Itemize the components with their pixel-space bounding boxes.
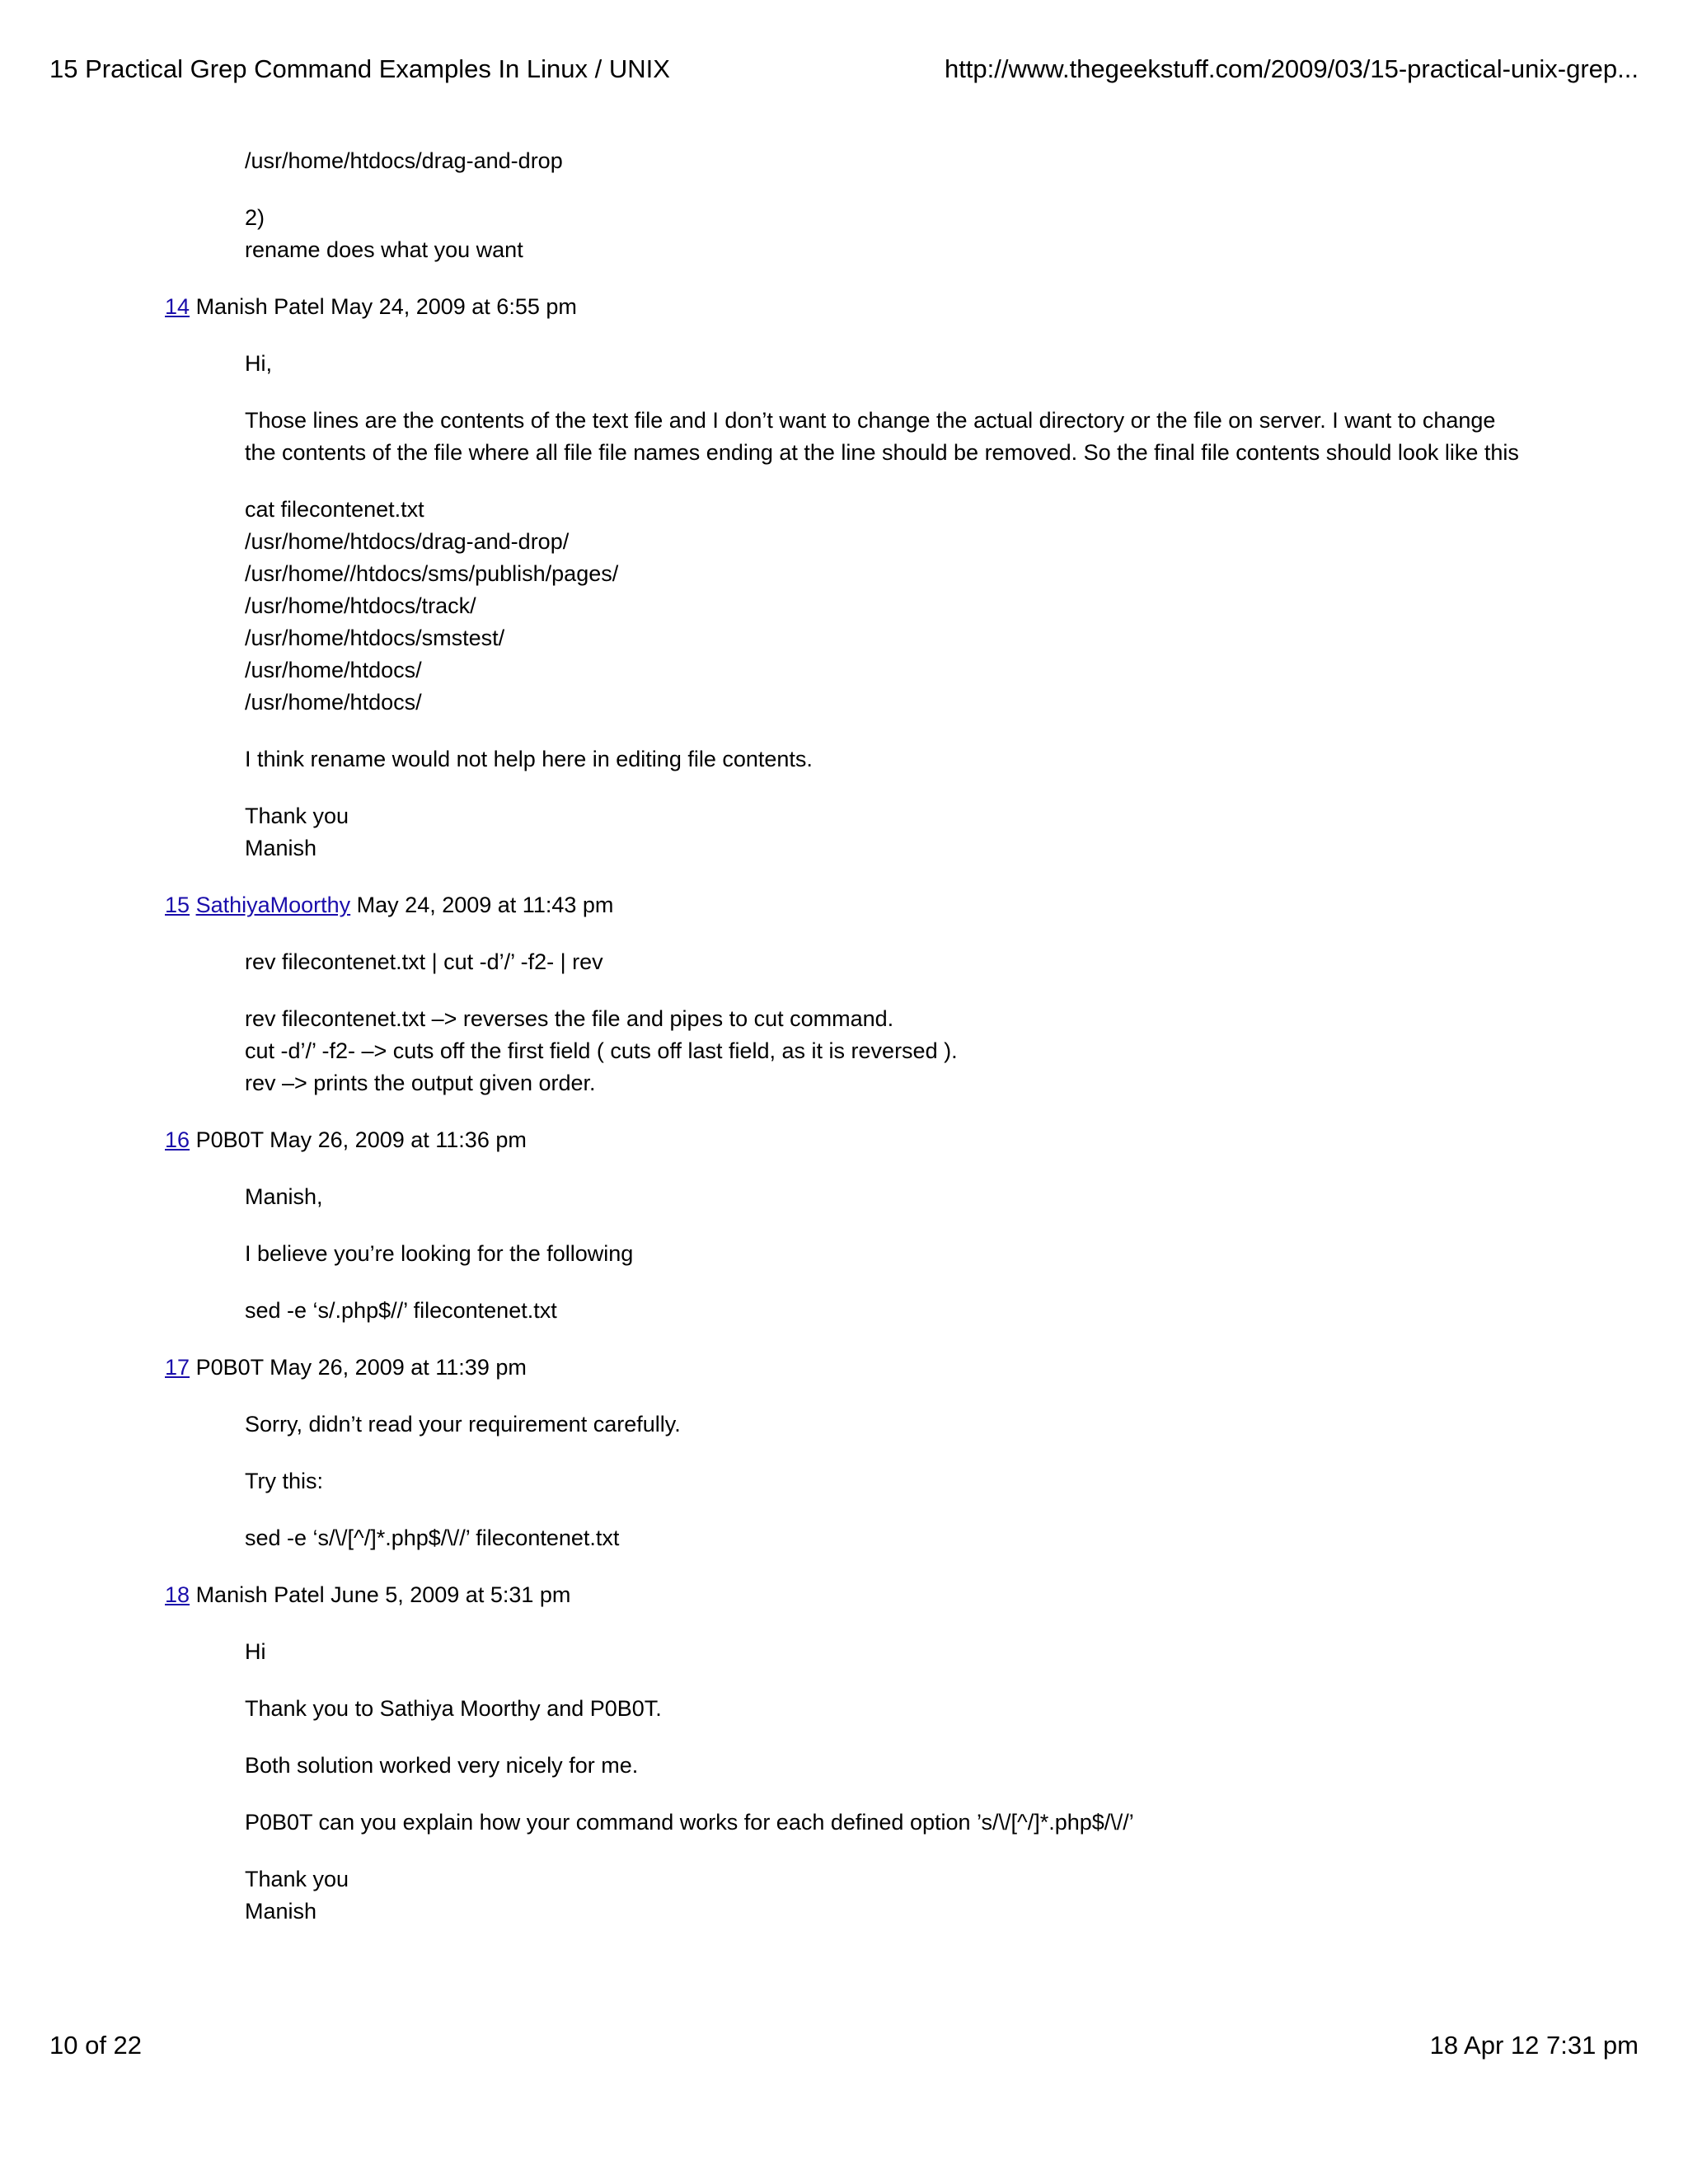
intro-paragraph-2 [245, 202, 1531, 266]
text-line: P0B0T can you explain how your command works for each defined option ’s/\/[^/]*.php$/\//’ [245, 1810, 1134, 1835]
comment-date: June 5, 2009 at 5:31 pm [331, 1582, 571, 1607]
text-line: sed -e ‘s/.php$//’ filecontenet.txt [245, 1298, 557, 1323]
text-line: /usr/home/htdocs/ [245, 690, 422, 715]
comment-paragraph [245, 743, 1531, 776]
comment-paragraph [245, 946, 1531, 978]
text-line: cut -d’/’ -f2- –> cuts off the first field ( cuts off last field, as it is reversed ). [245, 1038, 958, 1063]
comment-paragraph [245, 494, 1531, 719]
comment-author-link[interactable]: SathiyaMoorthy [195, 893, 351, 917]
text-line: I believe you’re looking for the following [245, 1241, 634, 1266]
comment-paragraph [245, 1408, 1531, 1441]
text-line: Hi [245, 1639, 266, 1664]
comment-header [165, 1352, 1688, 1384]
comment-number-link[interactable]: 15 [165, 893, 190, 917]
comment-author: P0B0T [195, 1355, 264, 1380]
text-line: Thank you to Sathiya Moorthy and P0B0T. [245, 1696, 662, 1721]
comment-date: May 24, 2009 at 11:43 pm [356, 893, 614, 917]
page-header [49, 49, 1639, 89]
text-line: rename does what you want [245, 237, 523, 262]
comment-paragraph [245, 1522, 1531, 1554]
comment-author: Manish Patel [195, 294, 325, 319]
comment-number-link[interactable]: 14 [165, 294, 190, 319]
comment-paragraph [245, 1807, 1531, 1839]
text-line: rev –> prints the output given order. [245, 1071, 596, 1095]
text-line: Thank you [245, 804, 349, 828]
comment-paragraph [245, 1238, 1531, 1270]
comment-paragraph [245, 1181, 1531, 1213]
comment-number-link[interactable]: 16 [165, 1127, 190, 1152]
comment-list [0, 291, 1688, 1928]
page-title: 15 Practical Grep Command Examples In Linux / UNIX [49, 54, 670, 83]
page-url: http://www.thegeekstuff.com/2009/03/15-practical-unix-grep... [944, 54, 1639, 83]
comment-paragraph [245, 1693, 1531, 1725]
text-line: cat filecontenet.txt [245, 497, 424, 522]
comment-paragraph [245, 348, 1531, 380]
text-line: Manish [245, 836, 317, 860]
intro-paragraph-1 [245, 145, 1531, 177]
text-line: Thank you [245, 1867, 349, 1891]
text-line: rev filecontenet.txt –> reverses the file and pipes to cut command. [245, 1006, 894, 1031]
comment-paragraph [245, 405, 1531, 469]
comments-content [0, 145, 1688, 1952]
text-line: Manish [245, 1899, 317, 1924]
text-line: Sorry, didn’t read your requirement carefully. [245, 1412, 681, 1436]
comment-date: May 26, 2009 at 11:36 pm [270, 1127, 527, 1152]
text-line: I think rename would not help here in editing file contents. [245, 747, 813, 771]
comment-number-link[interactable]: 17 [165, 1355, 190, 1380]
comment-date: May 24, 2009 at 6:55 pm [331, 294, 577, 319]
text-line: /usr/home//htdocs/sms/publish/pages/ [245, 561, 619, 586]
text-line: Try this: [245, 1469, 324, 1493]
text-line: /usr/home/htdocs/ [245, 658, 422, 682]
comment-paragraph [245, 1295, 1531, 1327]
comment-paragraph [245, 1636, 1531, 1668]
comment-date: May 26, 2009 at 11:39 pm [270, 1355, 527, 1380]
text-line: 2) [245, 205, 265, 230]
comment-paragraph [245, 1863, 1531, 1928]
comment-author: Manish Patel [195, 1582, 325, 1607]
comment-paragraph [245, 1465, 1531, 1497]
text-line: sed -e ‘s/\/[^/]*.php$/\//’ filecontenet.txt [245, 1526, 620, 1550]
comment-header [165, 291, 1688, 323]
comment-header [165, 1579, 1688, 1611]
text-line: Those lines are the contents of the text file and I don’t want to change the actual directory or the file on server. I want to change the contents of the file where all file file names ending at the line should be removed. So the final file contents should look like this [245, 408, 1519, 465]
text-line: /usr/home/htdocs/track/ [245, 593, 476, 618]
comment-paragraph [245, 800, 1531, 865]
text-line: /usr/home/htdocs/drag-and-drop/ [245, 529, 570, 554]
text-line: Both solution worked very nicely for me. [245, 1753, 639, 1778]
text-line: rev filecontenet.txt | cut -d’/’ -f2- | rev [245, 949, 603, 974]
comment-paragraph [245, 1750, 1531, 1782]
text-line: /usr/home/htdocs/smstest/ [245, 626, 505, 650]
comment-paragraph [245, 1003, 1531, 1099]
text-line: Manish, [245, 1184, 323, 1209]
comment-header [165, 1124, 1688, 1156]
text-line: Hi, [245, 351, 272, 376]
comment-author: P0B0T [195, 1127, 264, 1152]
comment-header [165, 889, 1688, 921]
comment-number-link[interactable]: 18 [165, 1582, 190, 1607]
print-date: 18 Apr 12 7:31 pm [1429, 2031, 1639, 2060]
page-number: 10 of 22 [49, 2031, 143, 2060]
text-line: /usr/home/htdocs/drag-and-drop [245, 148, 563, 173]
page-footer [49, 2026, 1639, 2065]
